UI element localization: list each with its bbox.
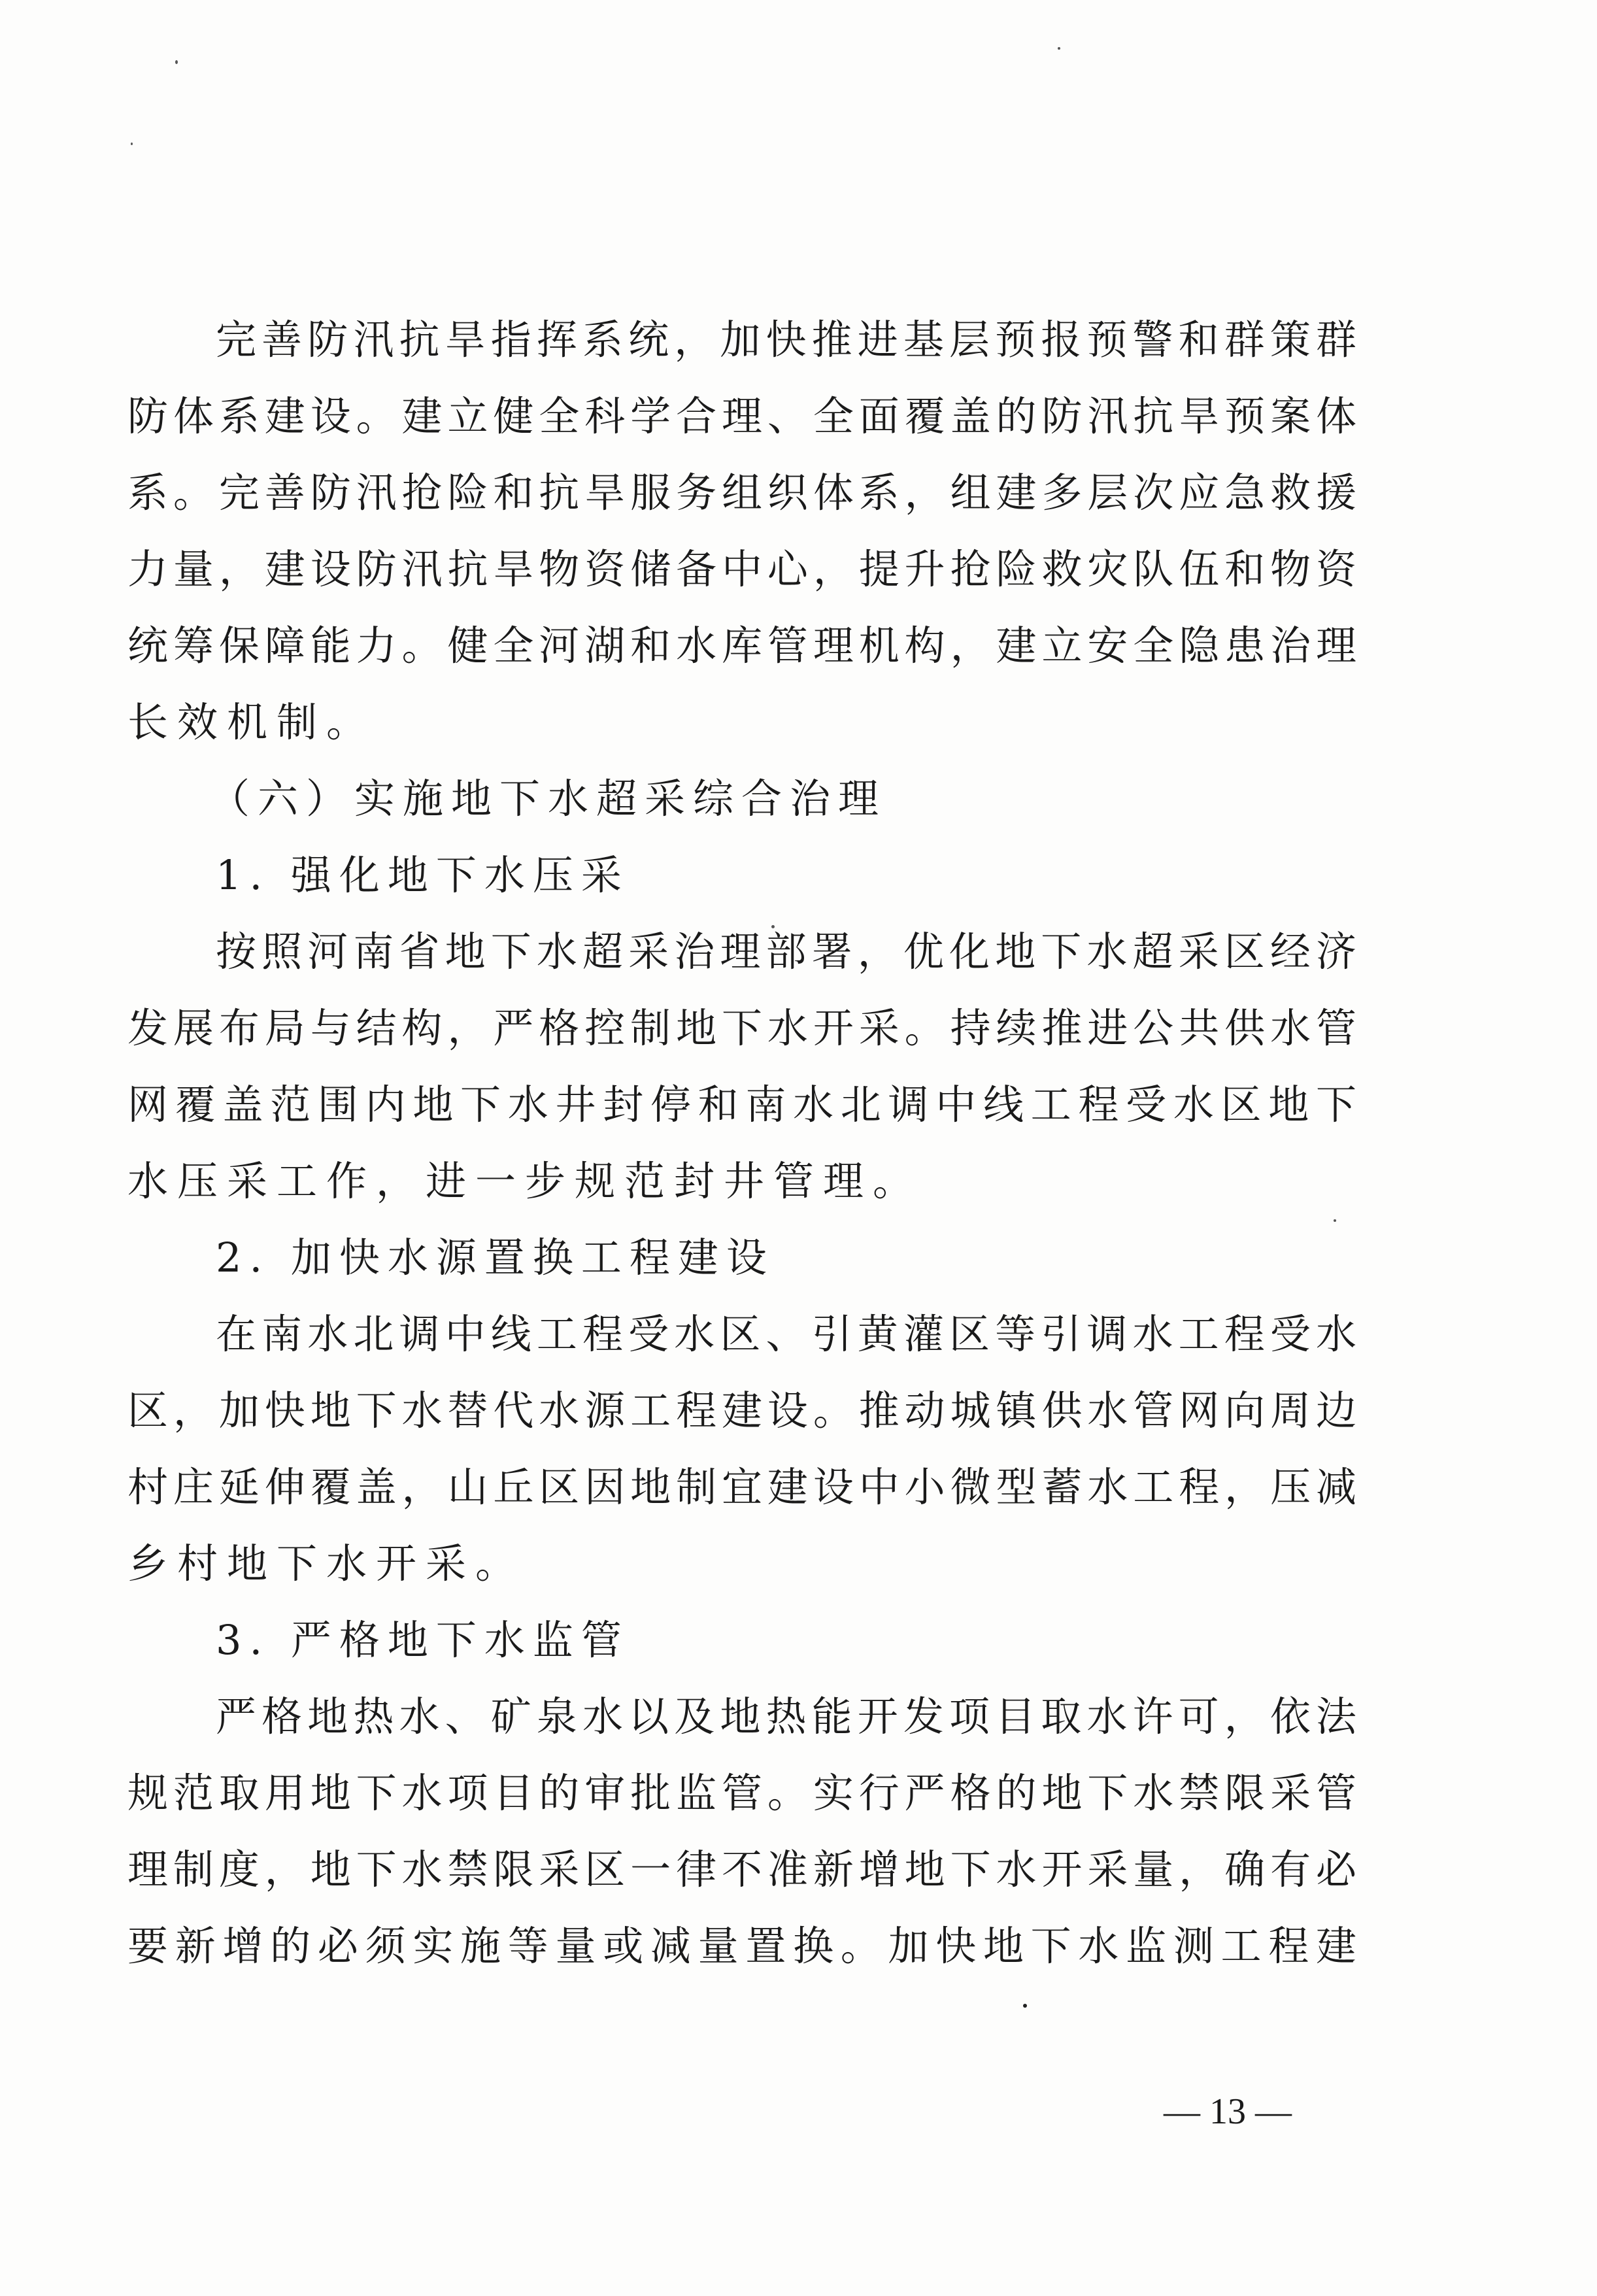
text-line: 防体系建设。建立健全科学合理、全面覆盖的防汛抗旱预案体 (127, 392, 1356, 440)
subsection-heading: 1. 强化地下水压采 (216, 851, 630, 899)
text-line: 系。完善防汛抢险和抗旱服务组织体系，组建多层次应急救援 (127, 469, 1356, 516)
section-heading: （六）实施地下水超采综合治理 (209, 775, 887, 822)
text-line: 完善防汛抗旱指挥系统，加快推进基层预报预警和群策群 (216, 316, 1356, 363)
text-line: 水压采工作，进一步规范封井管理。 (127, 1157, 923, 1205)
text-line: 规范取用地下水项目的审批监管。实行严格的地下水禁限采管 (127, 1769, 1356, 1817)
scan-speck (1334, 1219, 1336, 1222)
text-line: 网覆盖范围内地下水井封停和南水北调中线工程受水区地下 (127, 1081, 1356, 1128)
text-line: 发展布局与结构，严格控制地下水开采。持续推进公共供水管 (127, 1004, 1356, 1052)
subsection-heading: 2. 加快水源置换工程建设 (216, 1234, 775, 1281)
text-line: 理制度，地下水禁限采区一律不准新增地下水开采量，确有必 (127, 1846, 1356, 1893)
text-line: 长效机制。 (127, 698, 377, 746)
text-line: 力量，建设防汛抗旱物资储备中心，提升抢险救灾队伍和物资 (127, 545, 1356, 593)
scan-speck (175, 60, 178, 64)
page-number: — 13 — (1164, 2091, 1292, 2132)
text-line: 要新增的必须实施等量或减量置换。加快地下水监测工程建 (127, 1922, 1356, 1970)
text-line: 乡村地下水开采。 (127, 1540, 526, 1587)
text-line: 按照河南省地下水超采治理部署，优化地下水超采区经济 (216, 928, 1356, 975)
text-line: 严格地热水、矿泉水以及地热能开发项目取水许可，依法 (216, 1693, 1356, 1740)
text-line: 在南水北调中线工程受水区、引黄灌区等引调水工程受水 (216, 1310, 1356, 1358)
text-line: 区，加快地下水替代水源工程建设。推动城镇供水管网向周边 (127, 1387, 1356, 1434)
subsection-heading: 3. 严格地下水监管 (216, 1616, 630, 1664)
text-line: 统筹保障能力。健全河湖和水库管理机构，建立安全隐患治理 (127, 622, 1356, 669)
scan-speck (1058, 47, 1060, 50)
scan-speck (1023, 2004, 1027, 2008)
scan-speck (131, 143, 133, 145)
text-line: 村庄延伸覆盖，山丘区因地制宜建设中小微型蓄水工程，压减 (127, 1463, 1356, 1511)
